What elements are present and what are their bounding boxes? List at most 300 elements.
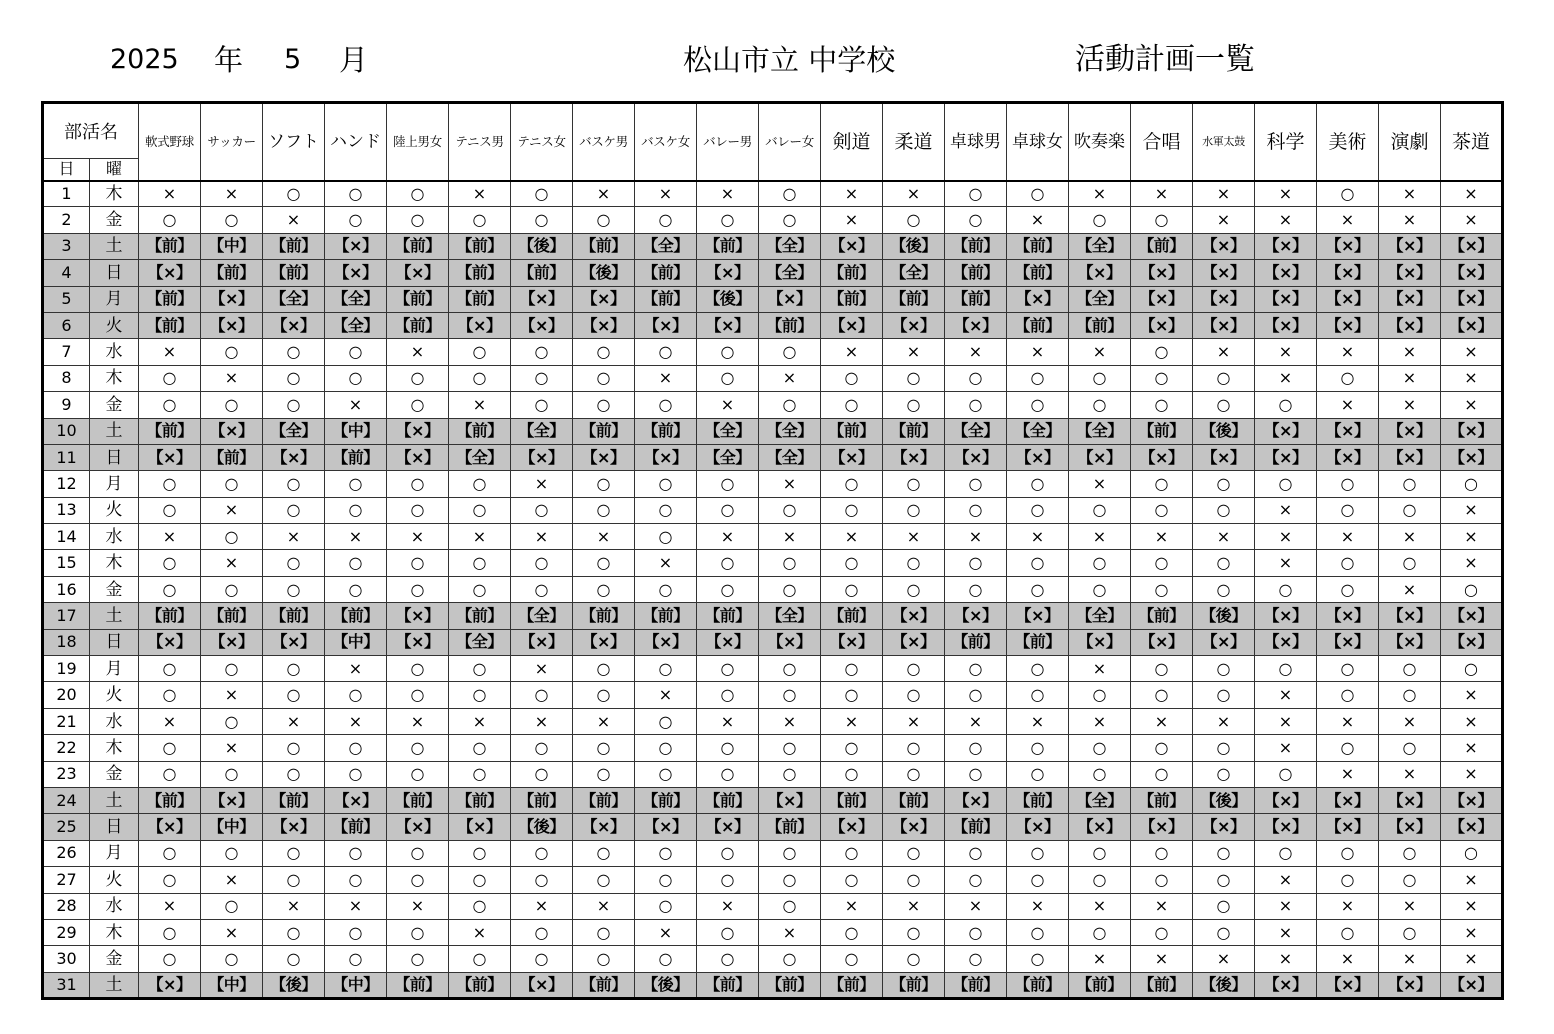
schedule-cell: 【×】 (1193, 629, 1255, 655)
schedule-cell: ○ (759, 946, 821, 972)
schedule-cell: × (1441, 339, 1503, 365)
schedule-cell: × (697, 708, 759, 734)
schedule-cell: ○ (1007, 761, 1069, 787)
schedule-cell: × (1317, 207, 1379, 233)
schedule-cell: ○ (945, 840, 1007, 866)
schedule-cell: ○ (263, 392, 325, 418)
schedule-cell: ○ (1193, 365, 1255, 391)
day-row (43, 339, 1503, 365)
schedule-cell: ○ (139, 497, 201, 523)
schedule-cell: 【×】 (1379, 260, 1441, 286)
month: 5 (284, 44, 302, 75)
schedule-cell: 【×】 (821, 814, 883, 840)
schedule-cell: ○ (883, 840, 945, 866)
weekday: 土 (90, 603, 139, 629)
schedule-cell: 【×】 (821, 444, 883, 470)
schedule-cell: 【×】 (1007, 286, 1069, 312)
schedule-cell: 【×】 (759, 787, 821, 813)
schedule-cell: 【×】 (1441, 444, 1503, 470)
schedule-cell: 【全】 (511, 603, 573, 629)
weekday: 日 (90, 260, 139, 286)
schedule-cell: ○ (1193, 497, 1255, 523)
schedule-cell: ○ (1193, 392, 1255, 418)
schedule-cell: ○ (1007, 919, 1069, 945)
schedule-cell: × (821, 339, 883, 365)
schedule-cell: 【前】 (387, 286, 449, 312)
schedule-cell: × (821, 708, 883, 734)
weekday: 火 (90, 682, 139, 708)
schedule-cell: 【前】 (1069, 312, 1131, 338)
club-header: サッカー (201, 103, 263, 181)
schedule-cell: 【×】 (1441, 418, 1503, 444)
schedule-cell: ○ (201, 471, 263, 497)
schedule-cell: ○ (139, 840, 201, 866)
day-row (43, 550, 1503, 576)
schedule-cell: 【全】 (1069, 233, 1131, 259)
schedule-cell: ○ (1317, 181, 1379, 207)
schedule-cell: ○ (139, 471, 201, 497)
schedule-cell: 【×】 (1441, 787, 1503, 813)
schedule-cell: ○ (1007, 392, 1069, 418)
schedule-cell: ○ (511, 497, 573, 523)
schedule-cell: 【前】 (573, 603, 635, 629)
schedule-cell: ○ (387, 392, 449, 418)
schedule-cell: ○ (883, 946, 945, 972)
schedule-cell: 【×】 (1317, 444, 1379, 470)
schedule-cell: × (1441, 946, 1503, 972)
schedule-cell: ○ (1379, 682, 1441, 708)
schedule-cell: ○ (263, 919, 325, 945)
schedule-cell: ○ (511, 392, 573, 418)
schedule-cell: ○ (883, 761, 945, 787)
schedule-cell: ○ (697, 735, 759, 761)
schedule-cell: ○ (945, 735, 1007, 761)
schedule-cell: × (635, 682, 697, 708)
schedule-cell: ○ (263, 656, 325, 682)
schedule-cell: × (883, 524, 945, 550)
schedule-cell: ○ (821, 576, 883, 602)
schedule-cell: ○ (821, 550, 883, 576)
schedule-cell: 【前】 (387, 233, 449, 259)
schedule-cell: ○ (263, 735, 325, 761)
schedule-cell: 【×】 (139, 629, 201, 655)
schedule-cell: 【×】 (325, 787, 387, 813)
schedule-cell: ○ (759, 550, 821, 576)
schedule-cell: ○ (263, 840, 325, 866)
schedule-cell: 【前】 (883, 787, 945, 813)
schedule-cell: ○ (139, 576, 201, 602)
weekday: 木 (90, 365, 139, 391)
schedule-cell: × (1193, 524, 1255, 550)
schedule-cell: × (1379, 365, 1441, 391)
schedule-cell: ○ (759, 339, 821, 365)
schedule-cell: 【×】 (511, 312, 573, 338)
schedule-cell: 【後】 (1193, 972, 1255, 998)
schedule-cell: ○ (573, 497, 635, 523)
schedule-cell: × (759, 471, 821, 497)
schedule-cell: 【×】 (1069, 260, 1131, 286)
club-header: バスケ女 (635, 103, 697, 181)
schedule-cell: × (387, 339, 449, 365)
schedule-cell: 【全】 (945, 418, 1007, 444)
schedule-cell: ○ (1193, 471, 1255, 497)
schedule-cell: ○ (201, 893, 263, 919)
schedule-cell: 【×】 (1379, 787, 1441, 813)
schedule-cell: 【前】 (697, 603, 759, 629)
schedule-cell: 【×】 (263, 444, 325, 470)
schedule-cell: × (1379, 576, 1441, 602)
schedule-cell: ○ (883, 497, 945, 523)
schedule-cell: ○ (945, 207, 1007, 233)
schedule-cell: ○ (511, 576, 573, 602)
schedule-cell: ○ (1131, 656, 1193, 682)
schedule-cell: 【×】 (1131, 312, 1193, 338)
schedule-cell: 【×】 (325, 260, 387, 286)
schedule-cell: 【×】 (139, 260, 201, 286)
schedule-cell: × (201, 735, 263, 761)
schedule-cell: ○ (1317, 735, 1379, 761)
schedule-cell: ○ (1193, 867, 1255, 893)
schedule-cell: × (1069, 524, 1131, 550)
schedule-cell: ○ (1131, 576, 1193, 602)
schedule-cell: ○ (325, 682, 387, 708)
club-header: 科学 (1255, 103, 1317, 181)
schedule-cell: 【前】 (697, 972, 759, 998)
schedule-cell: 【前】 (821, 603, 883, 629)
schedule-cell: ○ (387, 682, 449, 708)
schedule-cell: ○ (387, 471, 449, 497)
schedule-cell: ○ (821, 946, 883, 972)
schedule-cell: ○ (1379, 840, 1441, 866)
schedule-cell: 【中】 (201, 814, 263, 840)
schedule-cell: × (1441, 919, 1503, 945)
schedule-cell: 【×】 (263, 629, 325, 655)
schedule-cell: × (573, 524, 635, 550)
schedule-cell: ○ (387, 919, 449, 945)
document-title: 活動計画一覧 (1075, 42, 1255, 77)
day-number: 15 (43, 550, 90, 576)
schedule-cell: ○ (1193, 840, 1255, 866)
schedule-cell: 【×】 (1069, 444, 1131, 470)
schedule-cell: × (511, 656, 573, 682)
schedule-cell: ○ (201, 946, 263, 972)
schedule-cell: ○ (1193, 550, 1255, 576)
schedule-cell: × (1007, 524, 1069, 550)
schedule-cell: 【×】 (1317, 233, 1379, 259)
day-row (43, 629, 1503, 655)
schedule-cell: 【前】 (821, 260, 883, 286)
schedule-cell: ○ (325, 761, 387, 787)
schedule-cell: ○ (1193, 735, 1255, 761)
schedule-cell: ○ (325, 735, 387, 761)
schedule-cell: 【×】 (139, 972, 201, 998)
schedule-cell: 【×】 (387, 629, 449, 655)
schedule-cell: ○ (945, 181, 1007, 207)
schedule-cell: 【×】 (139, 444, 201, 470)
schedule-cell: 【×】 (635, 629, 697, 655)
day-number: 20 (43, 682, 90, 708)
schedule-cell: 【×】 (325, 233, 387, 259)
schedule-cell: ○ (201, 656, 263, 682)
schedule-cell: 【前】 (759, 814, 821, 840)
day-row (43, 207, 1503, 233)
schedule-cell: ○ (139, 392, 201, 418)
day-row (43, 656, 1503, 682)
schedule-cell: × (1255, 207, 1317, 233)
schedule-cell: 【×】 (1317, 286, 1379, 312)
schedule-cell: 【×】 (449, 312, 511, 338)
schedule-cell: 【前】 (325, 444, 387, 470)
schedule-cell: 【前】 (573, 972, 635, 998)
schedule-cell: ○ (883, 682, 945, 708)
schedule-cell: × (759, 524, 821, 550)
schedule-cell: 【前】 (573, 418, 635, 444)
club-header: 柔道 (883, 103, 945, 181)
schedule-cell: × (139, 524, 201, 550)
schedule-cell: ○ (387, 867, 449, 893)
schedule-cell: × (1441, 181, 1503, 207)
schedule-cell: ○ (387, 497, 449, 523)
schedule-cell: ○ (697, 339, 759, 365)
schedule-cell: 【前】 (945, 972, 1007, 998)
weekday: 水 (90, 339, 139, 365)
schedule-cell: × (821, 893, 883, 919)
schedule-cell: × (139, 708, 201, 734)
schedule-cell: ○ (883, 735, 945, 761)
schedule-cell: ○ (945, 656, 1007, 682)
schedule-cell: × (1255, 919, 1317, 945)
schedule-cell: × (325, 893, 387, 919)
schedule-cell: ○ (1007, 576, 1069, 602)
day-number: 12 (43, 471, 90, 497)
schedule-cell: 【×】 (1255, 260, 1317, 286)
schedule-cell: 【前】 (821, 286, 883, 312)
schedule-cell: × (1255, 524, 1317, 550)
schedule-cell: 【前】 (449, 787, 511, 813)
club-header: ハンド (325, 103, 387, 181)
day-number: 5 (43, 286, 90, 312)
day-number: 14 (43, 524, 90, 550)
day-number: 8 (43, 365, 90, 391)
schedule-cell: ○ (759, 392, 821, 418)
schedule-cell: × (201, 550, 263, 576)
schedule-cell: ○ (325, 339, 387, 365)
schedule-cell: 【後】 (263, 972, 325, 998)
schedule-cell: × (139, 339, 201, 365)
schedule-cell: ○ (511, 946, 573, 972)
schedule-cell: ○ (635, 946, 697, 972)
schedule-cell: ○ (1131, 392, 1193, 418)
day-number: 11 (43, 444, 90, 470)
schedule-cell: ○ (139, 207, 201, 233)
schedule-cell: × (325, 392, 387, 418)
schedule-cell: × (1255, 946, 1317, 972)
schedule-cell: ○ (325, 365, 387, 391)
schedule-cell: ○ (201, 840, 263, 866)
schedule-cell: ○ (945, 471, 1007, 497)
schedule-cell: 【×】 (1441, 233, 1503, 259)
schedule-cell: ○ (883, 576, 945, 602)
schedule-cell: 【×】 (1193, 286, 1255, 312)
schedule-cell: × (511, 893, 573, 919)
schedule-cell: × (697, 524, 759, 550)
schedule-cell: ○ (573, 392, 635, 418)
schedule-cell: ○ (883, 867, 945, 893)
schedule-cell: 【前】 (449, 233, 511, 259)
schedule-cell: × (139, 893, 201, 919)
schedule-cell: ○ (1193, 576, 1255, 602)
schedule-cell: 【前】 (759, 972, 821, 998)
day-number: 24 (43, 787, 90, 813)
schedule-cell: ○ (449, 840, 511, 866)
schedule-cell: ○ (697, 840, 759, 866)
schedule-cell: ○ (883, 550, 945, 576)
schedule-cell: × (387, 708, 449, 734)
club-name-header: 部活名 (43, 103, 139, 159)
schedule-cell: 【×】 (1379, 418, 1441, 444)
schedule-cell: ○ (201, 207, 263, 233)
weekday: 金 (90, 576, 139, 602)
schedule-cell: 【×】 (1441, 286, 1503, 312)
schedule-cell: ○ (325, 919, 387, 945)
schedule-cell: × (1441, 207, 1503, 233)
schedule-cell: ○ (449, 576, 511, 602)
schedule-cell: ○ (573, 471, 635, 497)
schedule-cell: × (883, 339, 945, 365)
schedule-cell: 【前】 (573, 233, 635, 259)
day-row (43, 365, 1503, 391)
day-number: 29 (43, 919, 90, 945)
schedule-cell: × (387, 524, 449, 550)
schedule-cell: × (759, 919, 821, 945)
schedule-cell: × (1441, 867, 1503, 893)
schedule-cell: ○ (1007, 867, 1069, 893)
day-number: 16 (43, 576, 90, 602)
schedule-cell: × (201, 919, 263, 945)
schedule-cell: ○ (201, 761, 263, 787)
schedule-cell: ○ (263, 682, 325, 708)
schedule-cell: ○ (573, 867, 635, 893)
weekday: 土 (90, 972, 139, 998)
schedule-cell: 【前】 (387, 787, 449, 813)
schedule-cell: ○ (1379, 735, 1441, 761)
schedule-cell: 【×】 (821, 233, 883, 259)
schedule-cell: 【×】 (1317, 603, 1379, 629)
schedule-cell: ○ (1193, 682, 1255, 708)
schedule-cell: ○ (449, 893, 511, 919)
schedule-cell: ○ (1007, 682, 1069, 708)
schedule-cell: × (1131, 708, 1193, 734)
day-row (43, 919, 1503, 945)
schedule-cell: × (1379, 207, 1441, 233)
schedule-cell: ○ (449, 946, 511, 972)
schedule-cell: ○ (1317, 471, 1379, 497)
schedule-cell: 【前】 (139, 603, 201, 629)
schedule-cell: ○ (263, 550, 325, 576)
schedule-cell: ○ (1007, 471, 1069, 497)
schedule-cell: ○ (1317, 365, 1379, 391)
schedule-cell: × (697, 181, 759, 207)
schedule-cell: 【前】 (449, 972, 511, 998)
schedule-cell: ○ (1131, 761, 1193, 787)
schedule-cell: 【×】 (697, 629, 759, 655)
schedule-cell: ○ (697, 682, 759, 708)
schedule-cell: 【×】 (945, 312, 1007, 338)
schedule-cell: 【×】 (201, 787, 263, 813)
schedule-cell: ○ (883, 656, 945, 682)
schedule-cell: × (511, 471, 573, 497)
schedule-cell: 【前】 (263, 603, 325, 629)
schedule-cell: × (1379, 339, 1441, 365)
club-header: 剣道 (821, 103, 883, 181)
schedule-cell: × (1441, 893, 1503, 919)
schedule-cell: 【全】 (759, 603, 821, 629)
schedule-cell: ○ (759, 867, 821, 893)
day-number: 6 (43, 312, 90, 338)
schedule-cell: × (1255, 735, 1317, 761)
schedule-cell: ○ (325, 946, 387, 972)
schedule-cell: × (1441, 365, 1503, 391)
schedule-cell: ○ (325, 867, 387, 893)
day-number: 19 (43, 656, 90, 682)
schedule-cell: ○ (635, 524, 697, 550)
schedule-cell: 【×】 (759, 286, 821, 312)
schedule-cell: × (449, 919, 511, 945)
schedule-cell: × (883, 893, 945, 919)
schedule-cell: × (263, 207, 325, 233)
day-row (43, 893, 1503, 919)
schedule-cell: ○ (1317, 867, 1379, 893)
schedule-cell: × (263, 893, 325, 919)
schedule-cell: 【後】 (1193, 603, 1255, 629)
club-header: 卓球男 (945, 103, 1007, 181)
schedule-cell: ○ (883, 471, 945, 497)
schedule-cell: 【全】 (697, 418, 759, 444)
schedule-cell: 【前】 (883, 972, 945, 998)
schedule-cell: ○ (1379, 471, 1441, 497)
schedule-cell: × (1441, 708, 1503, 734)
schedule-cell: ○ (449, 497, 511, 523)
schedule-cell: 【全】 (697, 444, 759, 470)
schedule-cell: × (821, 207, 883, 233)
schedule-cell: ○ (635, 339, 697, 365)
schedule-cell: ○ (1069, 919, 1131, 945)
day-row (43, 181, 1503, 207)
day-number: 26 (43, 840, 90, 866)
schedule-cell: × (1255, 339, 1317, 365)
schedule-cell: ○ (883, 392, 945, 418)
schedule-cell: 【×】 (1379, 444, 1441, 470)
schedule-cell: × (1255, 365, 1317, 391)
club-header: 卓球女 (1007, 103, 1069, 181)
schedule-cell: 【前】 (449, 418, 511, 444)
schedule-cell: 【前】 (1131, 233, 1193, 259)
club-header: 水軍太鼓 (1193, 103, 1255, 181)
club-header: 茶道 (1441, 103, 1503, 181)
schedule-cell: ○ (201, 339, 263, 365)
schedule-cell: × (511, 524, 573, 550)
schedule-cell: 【×】 (1379, 972, 1441, 998)
schedule-cell: 【前】 (945, 629, 1007, 655)
schedule-cell: ○ (325, 550, 387, 576)
schedule-cell: × (449, 392, 511, 418)
schedule-cell: ○ (573, 576, 635, 602)
schedule-cell: ○ (511, 840, 573, 866)
schedule-cell: ○ (821, 656, 883, 682)
schedule-cell: ○ (1317, 682, 1379, 708)
schedule-cell: ○ (883, 365, 945, 391)
schedule-body (43, 181, 1503, 999)
